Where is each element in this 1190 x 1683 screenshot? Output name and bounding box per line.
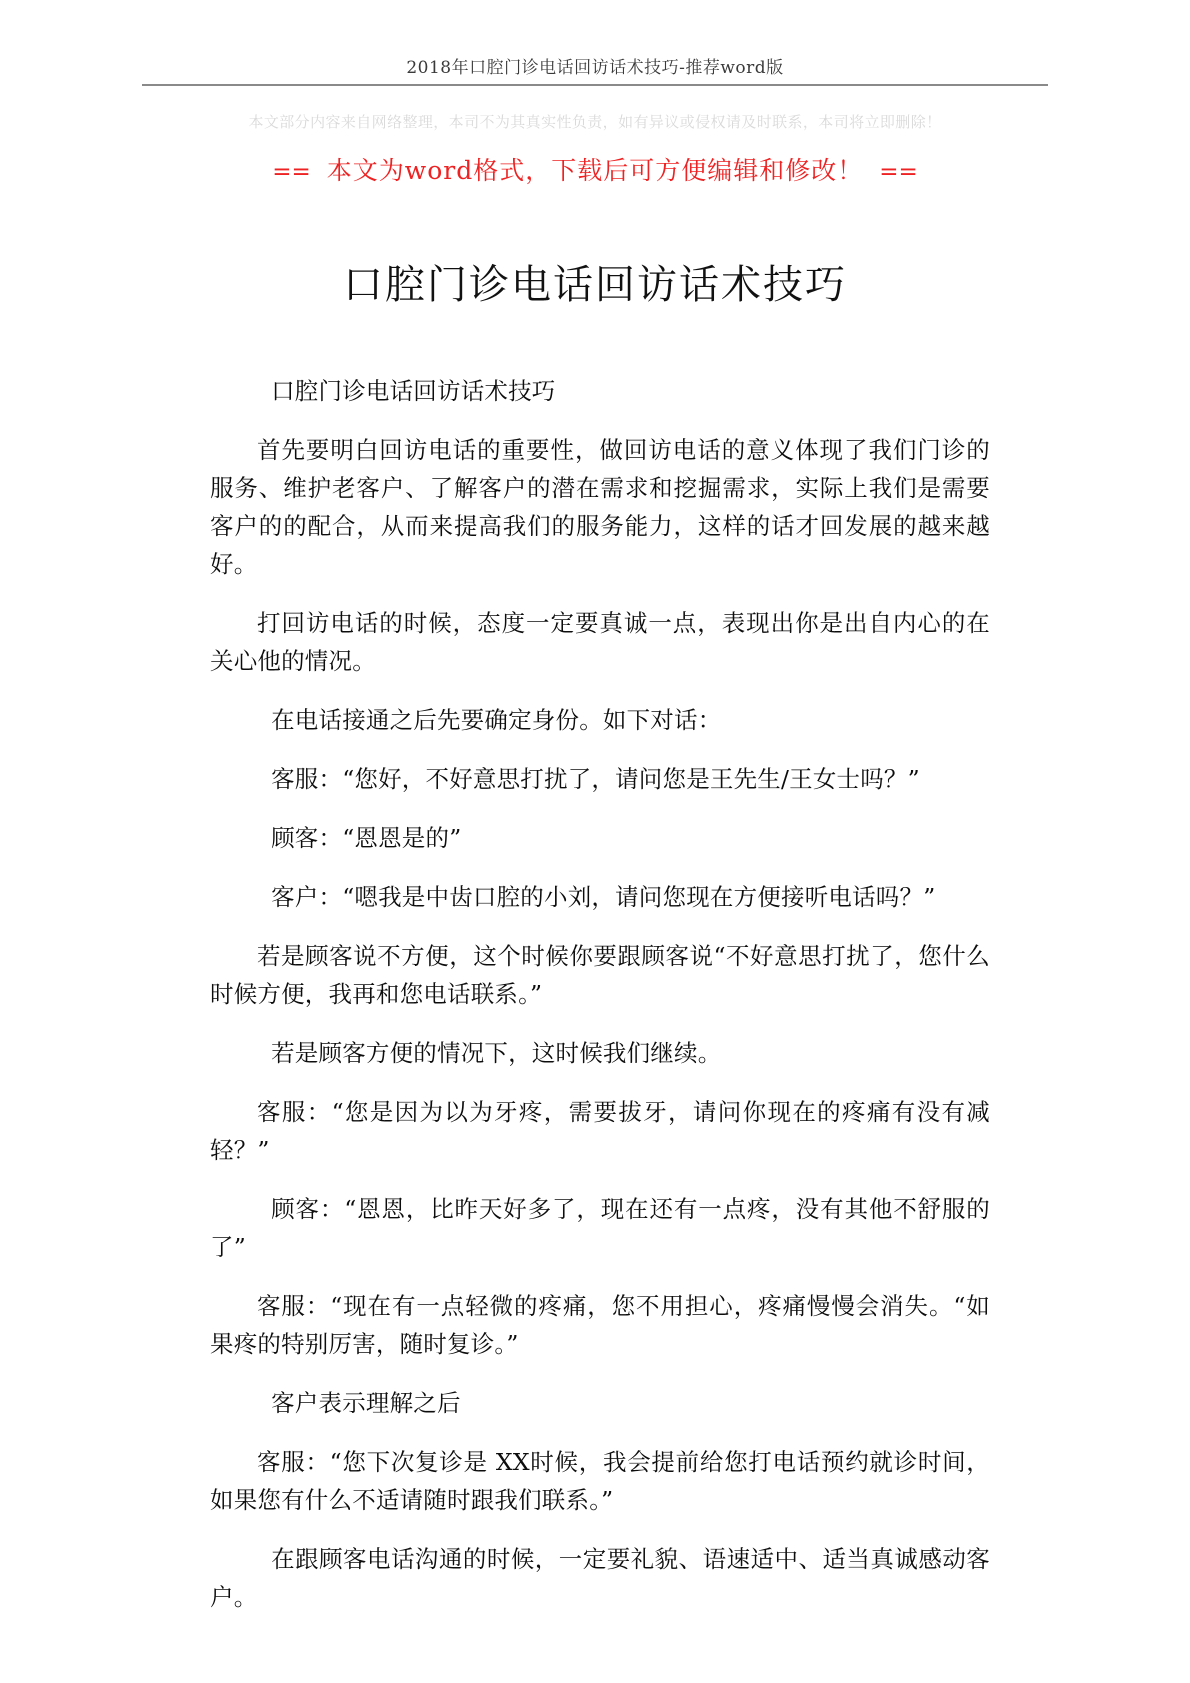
paragraph-closing-advice: 在跟顾客电话沟通的时候，一定要礼貌、语速适中、适当真诚感动客户。: [210, 1545, 990, 1612]
notice-right-marker: ==: [879, 159, 918, 186]
paragraph-importance: 首先要明白回访电话的重要性，做回访电话的意义体现了我们门诊的服务、维护老客户、了解客户的潜在需求和挖掘需求，实际上我们是需要客户的的配合，从而来提高我们的服务能力，这样的话才回发展的越来越好。: [210, 436, 990, 579]
running-header-title: 2018年口腔门诊电话回访话术技巧-推荐word版: [406, 58, 784, 78]
paragraph-dialogue-customer-pain-answer: 顾客：“恩恩，比昨天好多了，现在还有一点疼，没有其他不舒服的了”: [210, 1195, 990, 1262]
paragraph-attitude: 打回访电话的时候，态度一定要真诚一点，表现出你是出自内心的在关心他的情况。: [210, 609, 990, 676]
paragraph-dialogue-customer-confirm: 顾客：“恩恩是的”: [271, 824, 462, 853]
paragraph-dialogue-agent-pain-question: 客服：“您是因为以为牙疼，需要拔牙，请问你现在的疼痛有没有减轻？”: [210, 1098, 990, 1165]
page-header: [0, 0, 1190, 86]
paragraph-if-convenient: 若是顾客方便的情况下，这时候我们继续。: [271, 1039, 722, 1068]
paragraph-dialogue-agent-introduce: 客户：“嗯我是中齿口腔的小刘，请问您现在方便接听电话吗？”: [271, 883, 936, 912]
paragraph-if-inconvenient: 若是顾客说不方便，这个时候你要跟顾客说“不好意思打扰了，您什么时候方便，我再和您电话联系。”: [210, 942, 990, 1009]
notice-text: 本文为word格式，下载后可方便编辑和修改！: [326, 156, 864, 186]
paragraph-after-understanding: 客户表示理解之后: [271, 1389, 461, 1418]
paragraph-confirm-identity: 在电话接通之后先要确定身份。如下对话：: [271, 706, 722, 735]
paragraph-heading-repeat: 口腔门诊电话回访话术技巧: [271, 377, 556, 406]
page-title: 口腔门诊电话回访话术技巧: [343, 262, 847, 309]
disclaimer-text: 本文部分内容来自网络整理，本司不为其真实性负责，如有异议或侵权请及时联系，本司将立即删除！: [248, 113, 942, 132]
document-body: [200, 372, 990, 1616]
paragraph-dialogue-agent-followup: 客服：“您下次复诊是 XX时候，我会提前给您打电话预约就诊时间，如果您有什么不适请随时跟我们联系。”: [210, 1448, 990, 1515]
paragraph-dialogue-agent-greeting: 客服：“您好，不好意思打扰了，请问您是王先生/王女士吗？”: [271, 765, 920, 794]
header-divider: [142, 84, 1048, 86]
word-format-notice: [0, 155, 1190, 188]
paragraph-dialogue-agent-reassure: 客服：“现在有一点轻微的疼痛，您不用担心，疼痛慢慢会消失。“如果疼的特别厉害，随时复诊。”: [210, 1292, 990, 1359]
notice-left-marker: ==: [272, 159, 311, 186]
